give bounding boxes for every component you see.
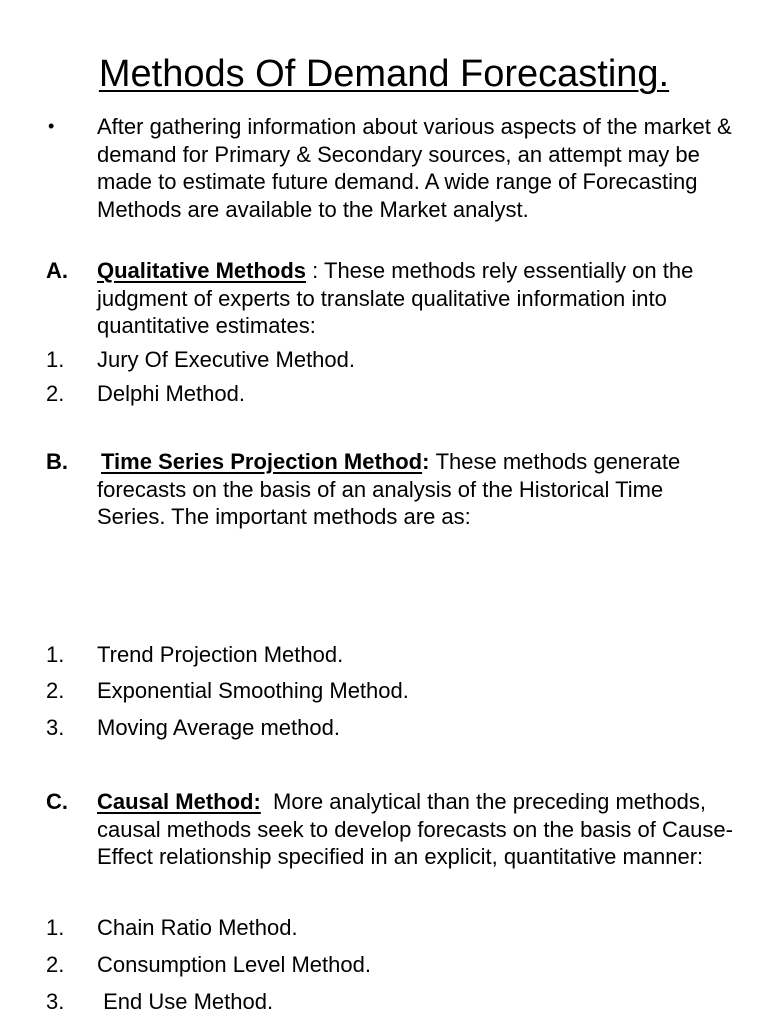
item-number: 2. [46,678,65,703]
section-c-heading: Causal Method: [97,789,261,814]
page-title: Methods Of Demand Forecasting. [98,53,670,95]
section-b-separator: : [422,449,436,474]
section-c [46,788,736,871]
section-a [46,257,736,340]
section-b-item-2 [46,677,736,705]
item-label: Moving Average method. [97,715,340,740]
item-number: 1. [46,915,65,940]
section-b [46,448,736,531]
item-number: 1. [46,347,65,372]
section-c-item-3 [46,988,736,1016]
section-b-item-3 [46,714,736,742]
section-c-body [97,788,736,871]
section-c-text: More analytical than the preceding methods, causal methods seek to develop forecasts on the basis of Cause-Effect relationship specified in an explicit, quantitative manner: [97,789,733,869]
section-a-body [97,257,736,340]
intro-text: After gathering information about various aspects of the market & demand for Primary & Secondary sources, an attempt may be made to estimate future demand. A wide range of Forecasting Methods are available to the Market analyst. [97,114,732,222]
item-number: 3. [46,989,65,1014]
bullet-marker: • [48,116,55,136]
item-label: Consumption Level Method. [97,952,371,977]
section-a-item-1 [46,346,736,374]
section-c-item-2 [46,951,736,979]
section-b-item-1 [46,641,736,669]
item-label: Trend Projection Method. [97,642,344,667]
item-number: 2. [46,381,65,406]
item-label: End Use Method. [97,989,274,1014]
section-b-heading: Time Series Projection Method [101,449,423,474]
item-label: Chain Ratio Method. [97,915,298,940]
item-number: 3. [46,715,65,740]
intro-paragraph [46,113,736,223]
item-label: Jury Of Executive Method. [97,347,355,372]
section-a-letter: A. [46,258,68,283]
section-b-body [97,448,736,531]
section-a-item-2 [46,380,736,408]
section-c-letter: C. [46,789,68,814]
item-label: Exponential Smoothing Method. [97,678,409,703]
item-number: 1. [46,642,65,667]
section-b-text: These methods generate forecasts on the basis of an analysis of the Historical Time Series. The important methods are as: [97,449,681,529]
section-c-separator [261,789,273,814]
section-b-letter: B. [46,449,68,474]
section-a-heading: Qualitative Methods [97,258,307,283]
section-a-text: These methods rely essentially on the judgment of experts to translate qualitative information into quantitative estimates: [97,258,694,338]
section-a-separator: : [306,258,324,283]
item-label: Delphi Method. [97,381,245,406]
item-number: 2. [46,952,65,977]
section-c-item-1 [46,914,736,942]
